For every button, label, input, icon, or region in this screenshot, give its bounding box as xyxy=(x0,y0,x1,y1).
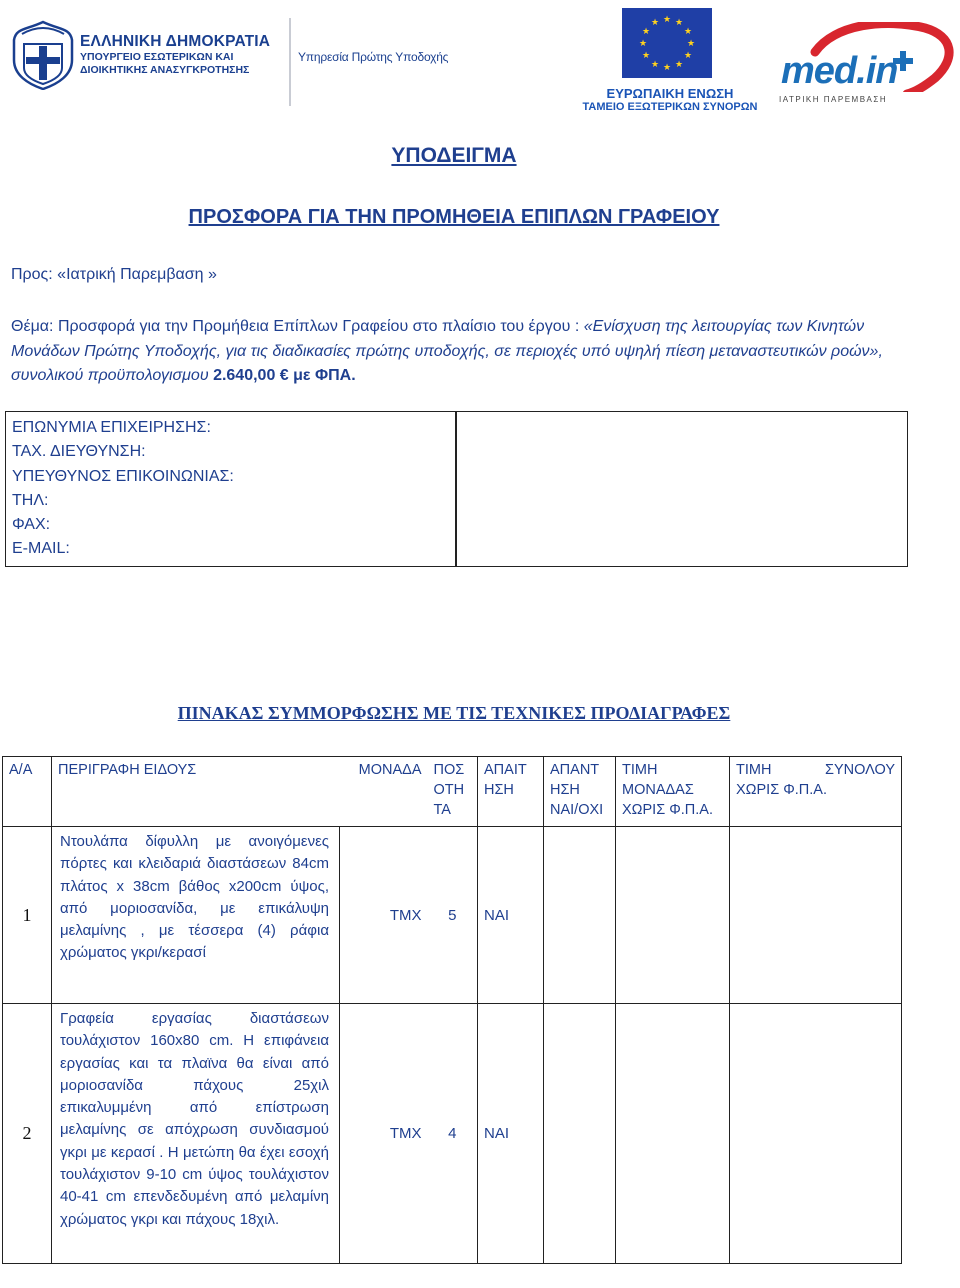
svg-text:★: ★ xyxy=(650,18,660,28)
subject-italic: «Ενίσχυση της λειτουργίας των Κινητών Μονάδων Πρώτης Υποδοχής, για τις διαδικασίες πρώτης υποδοχής, σε περιοχές υπό υψηλή πίεση μεταναστευτικών ροών», συνολικού προϋπολογισμου xyxy=(11,318,883,384)
compliance-table xyxy=(2,756,902,1264)
greek-republic-logo xyxy=(10,20,280,90)
row-number: 2 xyxy=(3,1004,52,1264)
document-subtitle: ΠΡΟΣΦΟΡΑ ΓΙΑ ΤΗΝ ΠΡΟΜΗΘΕΙΑ ΕΠΙΠΛΩΝ ΓΡΑΦΕΙΟΥ xyxy=(188,206,720,228)
subject-paragraph xyxy=(11,315,896,389)
company-info-divider xyxy=(455,412,457,566)
eu-line1: ΕΥΡΩΠΑΙΚΗ ΕΝΩΣΗ xyxy=(606,86,734,101)
service-name: Υπηρεσία Πρώτης Υποδοχής xyxy=(298,50,449,64)
phone-label: ΤΗΛ: xyxy=(12,491,49,509)
subject-budget: 2.640,00 € με ΦΠΑ. xyxy=(213,367,356,384)
recipient-line xyxy=(11,266,217,284)
row-description: Ντουλάπα δίφυλλη με ανοιγόμενες πόρτες και κλειδαριά διαστάσεων 84cm πλάτος x 38cm βάθος x200cm ύψος, από μοριοσανίδα, με επικάλυψη μελαμίνης , με τέσσερα (4) ράφια χρώματος γκρι/κερασί xyxy=(52,827,340,1004)
header-aa: Α/Α xyxy=(3,757,52,827)
svg-text:★: ★ xyxy=(674,60,684,70)
header-unit: ΜΟΝΑΔΑ xyxy=(340,757,428,827)
subject-label: Θέμα: xyxy=(11,318,54,335)
row-total-price-cell[interactable] xyxy=(730,827,902,1004)
table-header-row xyxy=(3,757,902,827)
medin-tagline: ΙΑΤΡΙΚΗ ΠΑΡΕΜΒΑΣΗ xyxy=(779,95,888,104)
row-answer-cell[interactable] xyxy=(544,1004,616,1264)
header-quantity: ΠΟΣ ΟΤΗ ΤΑ xyxy=(428,757,478,827)
header-total-c: ΧΩΡΙΣ Φ.Π.Α. xyxy=(736,782,828,798)
svg-text:★: ★ xyxy=(638,39,648,49)
svg-text:★: ★ xyxy=(683,27,693,37)
header-divider xyxy=(289,18,291,106)
company-info-table xyxy=(5,411,908,567)
header-description: ΠΕΡΙΓΡΑΦΗ ΕΙΔΟΥΣ xyxy=(52,757,340,827)
svg-text:★: ★ xyxy=(641,27,651,37)
svg-text:★: ★ xyxy=(674,18,684,28)
to-value: «Ιατρική Παρεμβαση » xyxy=(57,266,217,283)
compliance-table-title: ΠΙΝΑΚΑΣ ΣΥΜΜΟΡΦΩΣΗΣ ΜΕ ΤΙΣ ΤΕΧΝΙΚΕΣ ΠΡΟΔΙΑΓΡΑΦΕΣ xyxy=(177,703,731,723)
eu-line2: ΤΑΜΕΙΟ ΕΞΩΤΕΡΙΚΩΝ ΣΥΝΟΡΩΝ xyxy=(582,101,758,113)
company-name-label: ΕΠΩΝΥΜΙΑ ΕΠΙΧΕΙΡΗΣΗΣ: xyxy=(12,419,211,436)
row-answer-cell[interactable] xyxy=(544,827,616,1004)
row-total-price-cell[interactable] xyxy=(730,1004,902,1264)
medin-logo xyxy=(775,22,955,107)
svg-text:★: ★ xyxy=(641,51,651,61)
medin-word: med.in xyxy=(781,50,898,92)
header-total-a: ΤΙΜΗ xyxy=(736,762,772,778)
row-requirement: ΝΑΙ xyxy=(478,1004,544,1264)
table-row xyxy=(3,1004,902,1264)
row-requirement: ΝΑΙ xyxy=(478,827,544,1004)
row-quantity: 5 xyxy=(428,827,478,1004)
svg-text:★: ★ xyxy=(662,15,672,25)
svg-text:★: ★ xyxy=(686,39,696,49)
eu-flag-icon xyxy=(622,8,712,78)
eu-caption xyxy=(580,86,760,113)
contact-person-label: ΥΠΕΥΘΥΝΟΣ ΕΠΙΚΟΙΝΩΝΙΑΣ: xyxy=(12,467,234,485)
header-total-price xyxy=(730,757,902,827)
row-unit-price-cell[interactable] xyxy=(616,827,730,1004)
row-unit-price-cell[interactable] xyxy=(616,1004,730,1264)
header-answer: ΑΠΑΝΤ ΗΣΗ ΝΑΙ/ΟΧΙ xyxy=(544,757,616,827)
gr-logo-line1: ΕΛΛΗΝΙΚΗ ΔΗΜΟΚΡΑΤΙΑ xyxy=(80,33,271,50)
document-title: ΥΠΟΔΕΙΓΜΑ xyxy=(391,144,517,167)
svg-text:★: ★ xyxy=(650,60,660,70)
address-label: ΤΑΧ. ΔΙΕΥΘΥΝΣΗ: xyxy=(12,443,146,461)
row-unit: ΤΜΧ xyxy=(340,827,428,1004)
to-label: Προς: xyxy=(11,266,53,283)
greek-coat-of-arms-icon xyxy=(10,20,76,90)
header-total-b: ΣΥΝΟΛΟΥ xyxy=(825,762,895,778)
row-description: Γραφεία εργασίας διαστάσεων τουλάχιστον 160x80 cm. Η επιφάνεια εργασίας και τα πλαϊνα θα είναι από μοριοσανίδα πάχους 25χιλ επικαλυμμένη από επίστρωση μελαμίνης σε απόχρωση συνδιασμού γκρι με κερασί . Η μετώπη θα έχει εσοχή τουλάχιστον 9-10 cm ύψος τουλάχιστον 40-41 cm επενδεδυμένη από μελαμίνη χρώματος γκρι και πάχους 18χιλ. xyxy=(52,1004,340,1264)
fax-label: ΦΑΧ: xyxy=(12,516,51,534)
svg-text:★: ★ xyxy=(683,51,693,61)
header-requirement: ΑΠΑΙΤ ΗΣΗ xyxy=(478,757,544,827)
row-unit: ΤΜΧ xyxy=(340,1004,428,1264)
subject-plain: Προσφορά για την Προμήθεια Επίπλων Γραφείου στο πλαίσιο του έργου : xyxy=(57,318,580,335)
email-label: E-MAIL: xyxy=(12,540,70,558)
svg-text:★: ★ xyxy=(662,63,672,73)
header-unit-price: ΤΙΜΗ ΜΟΝΑΔΑΣ ΧΩΡΙΣ Φ.Π.Α. xyxy=(616,757,730,827)
gr-logo-line3: ΔΙΟΙΚΗΤΙΚΗΣ ΑΝΑΣΥΓΚΡΟΤΗΣΗΣ xyxy=(80,64,250,76)
row-quantity: 4 xyxy=(428,1004,478,1264)
row-number: 1 xyxy=(3,827,52,1004)
gr-logo-line2: ΥΠΟΥΡΓΕΙΟ ΕΣΩΤΕΡΙΚΩΝ ΚΑΙ xyxy=(80,51,234,63)
table-row xyxy=(3,827,902,1004)
